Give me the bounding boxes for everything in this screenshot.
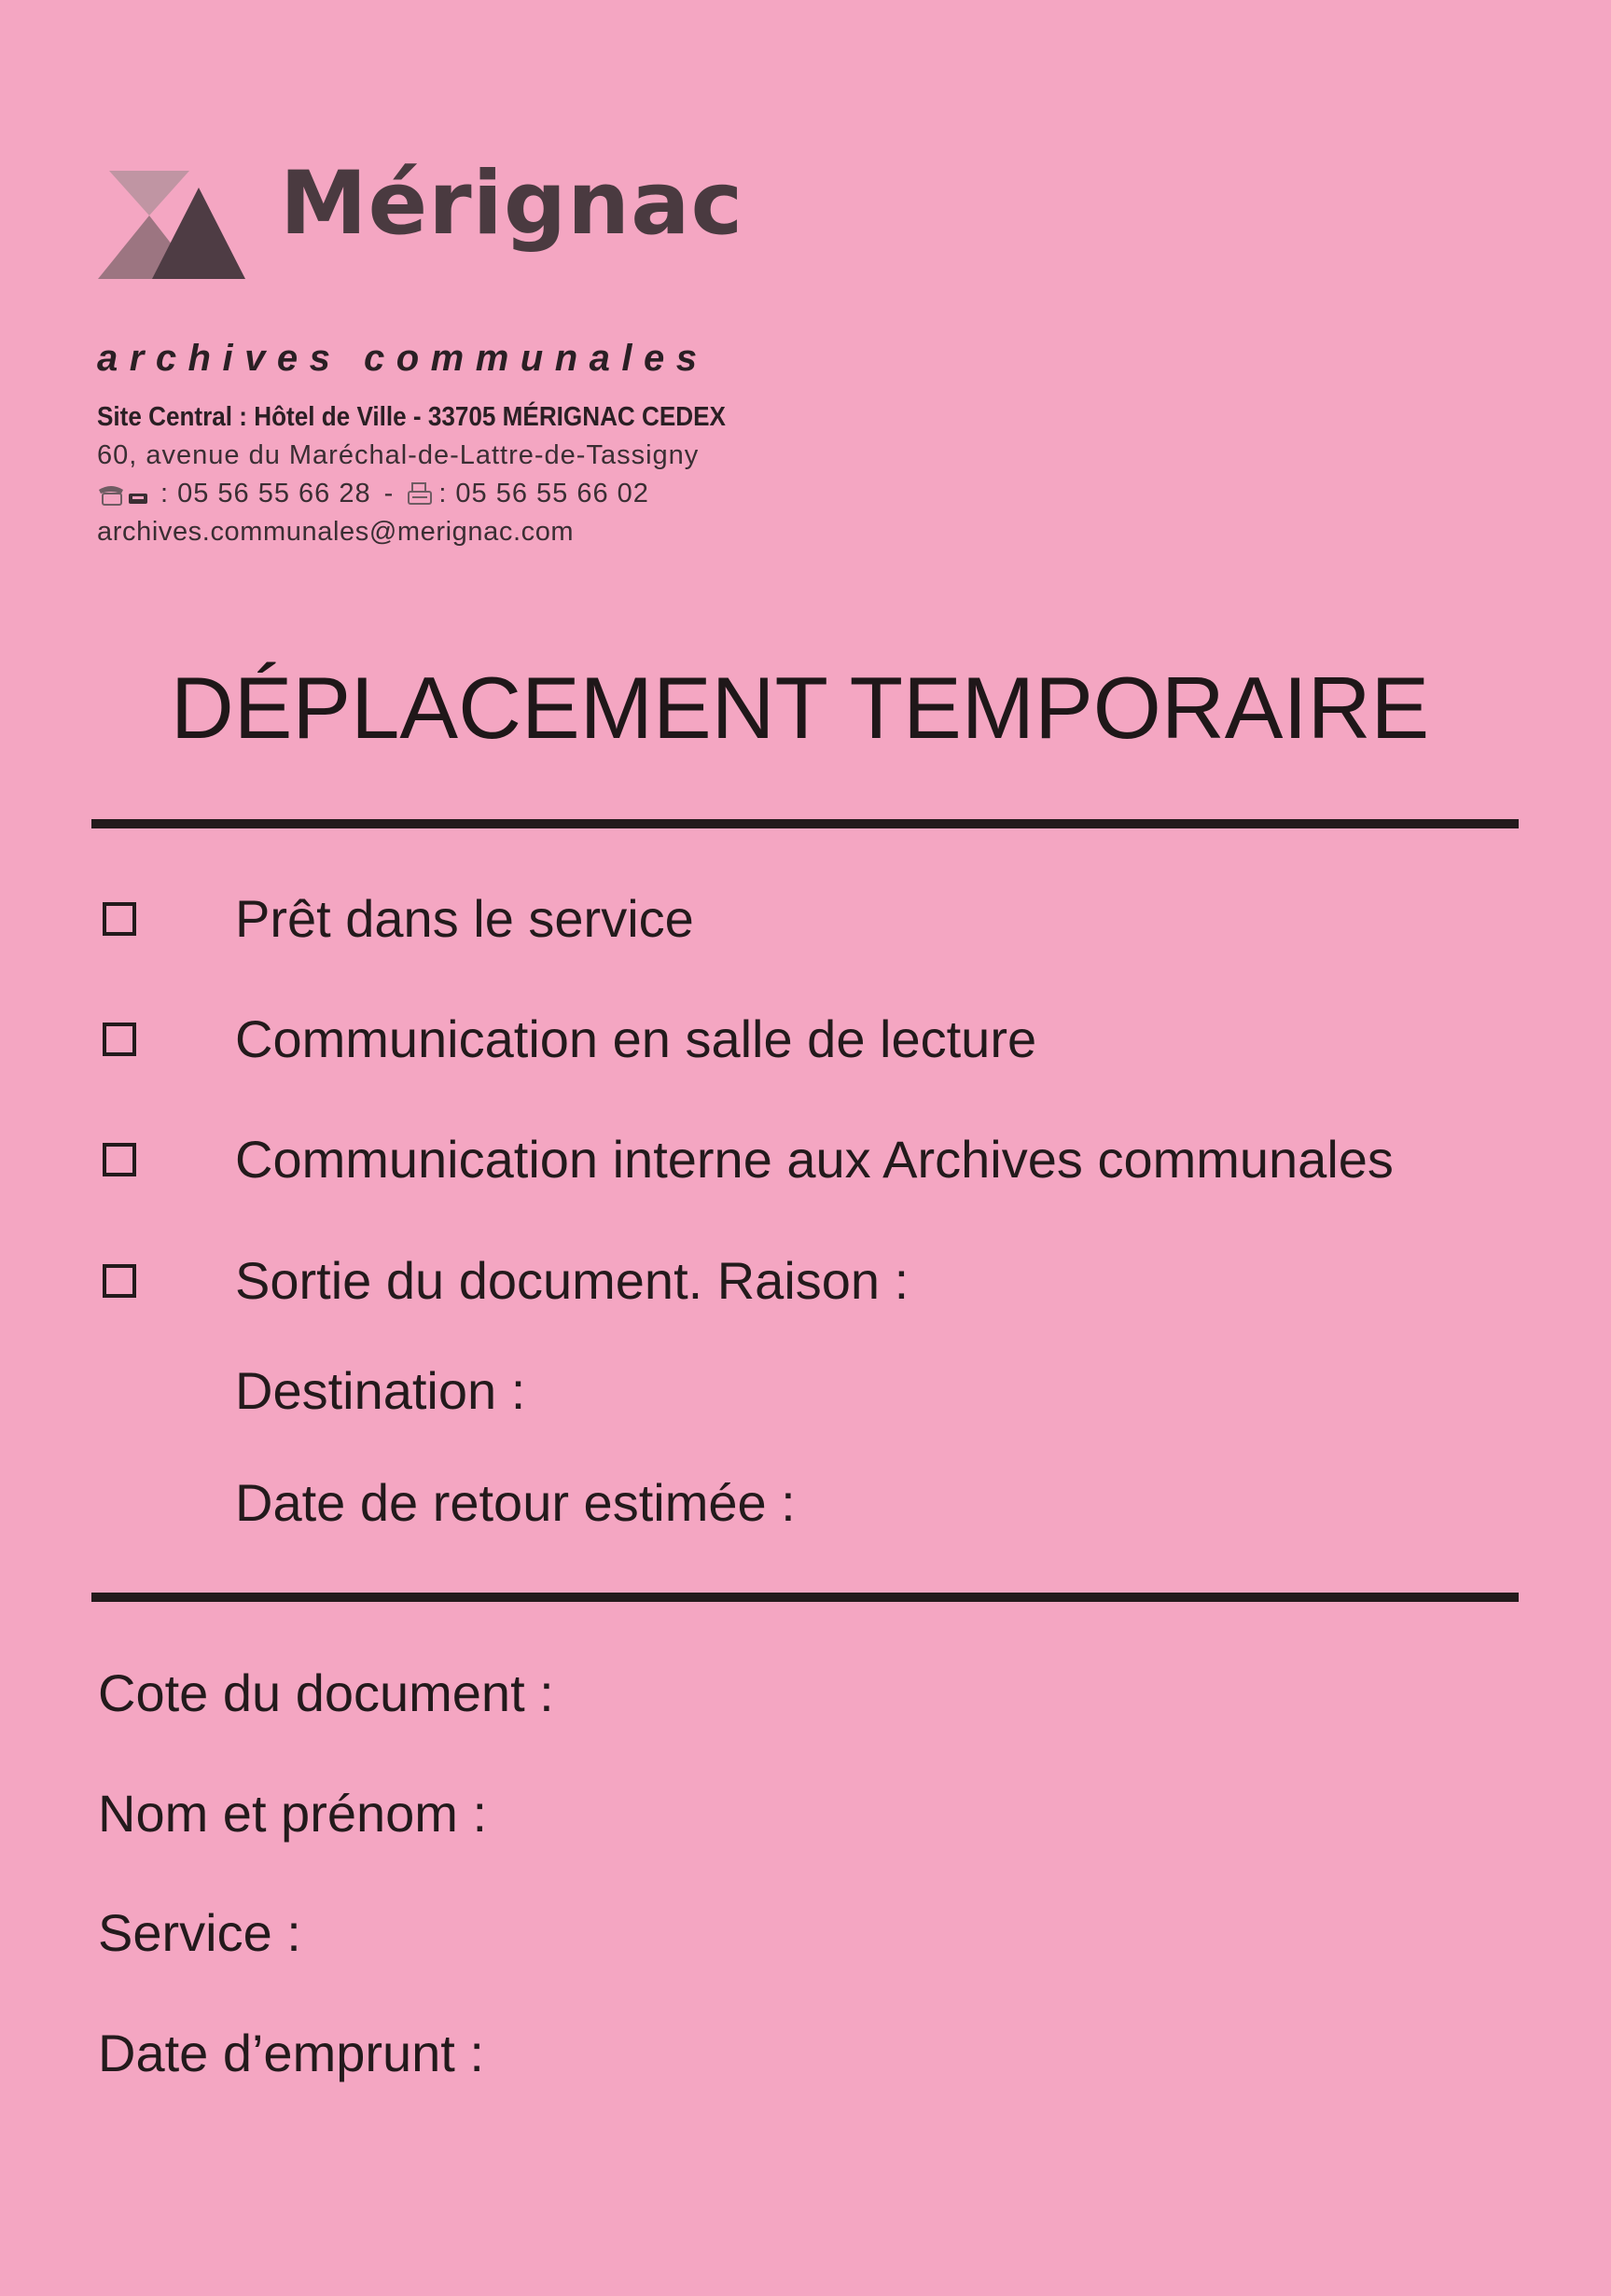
- divider-bottom: [91, 1593, 1519, 1602]
- destination-label: Destination :: [235, 1361, 526, 1420]
- fax-machine-icon: [407, 482, 433, 507]
- brand-name: Mérignac: [280, 153, 744, 255]
- contact-email: archives.communales@merignac.com: [97, 517, 575, 547]
- option-label-communication-salle: Communication en salle de lecture: [235, 1009, 1037, 1068]
- address-site: Site Central : Hôtel de Ville - 33705 MÉRIGNAC CEDEX: [97, 402, 726, 432]
- fax-number: : 05 56 55 66 02: [438, 479, 649, 508]
- telephone-icon: [97, 482, 149, 507]
- option-label-pret-service: Prêt dans le service: [235, 889, 694, 948]
- contact-separator: -: [383, 479, 395, 508]
- loan-date-label: Date d’emprunt :: [98, 2024, 484, 2082]
- return-date-label: Date de retour estimée :: [235, 1473, 796, 1532]
- phone-number: : 05 56 55 66 28: [160, 479, 371, 508]
- checkbox-pret-service[interactable]: [103, 902, 136, 936]
- address-street: 60, avenue du Maréchal-de-Lattre-de-Tassigny: [97, 440, 700, 470]
- service-label: Service :: [98, 1903, 301, 1962]
- contact-phone-fax: [97, 480, 649, 508]
- brand-subtitle: archives communales: [97, 338, 709, 379]
- merignac-logo-icon: [98, 171, 245, 279]
- checkbox-communication-interne[interactable]: [103, 1143, 136, 1176]
- form-title: DÉPLACEMENT TEMPORAIRE: [170, 659, 1430, 757]
- document-ref-label: Cote du document :: [98, 1663, 554, 1722]
- option-label-communication-interne: Communication interne aux Archives communales: [235, 1130, 1394, 1189]
- checkbox-communication-salle[interactable]: [103, 1023, 136, 1056]
- option-label-sortie-document: Sortie du document. Raison :: [235, 1251, 910, 1310]
- name-label: Nom et prénom :: [98, 1784, 488, 1843]
- divider-top: [91, 819, 1519, 828]
- checkbox-sortie-document[interactable]: [103, 1264, 136, 1298]
